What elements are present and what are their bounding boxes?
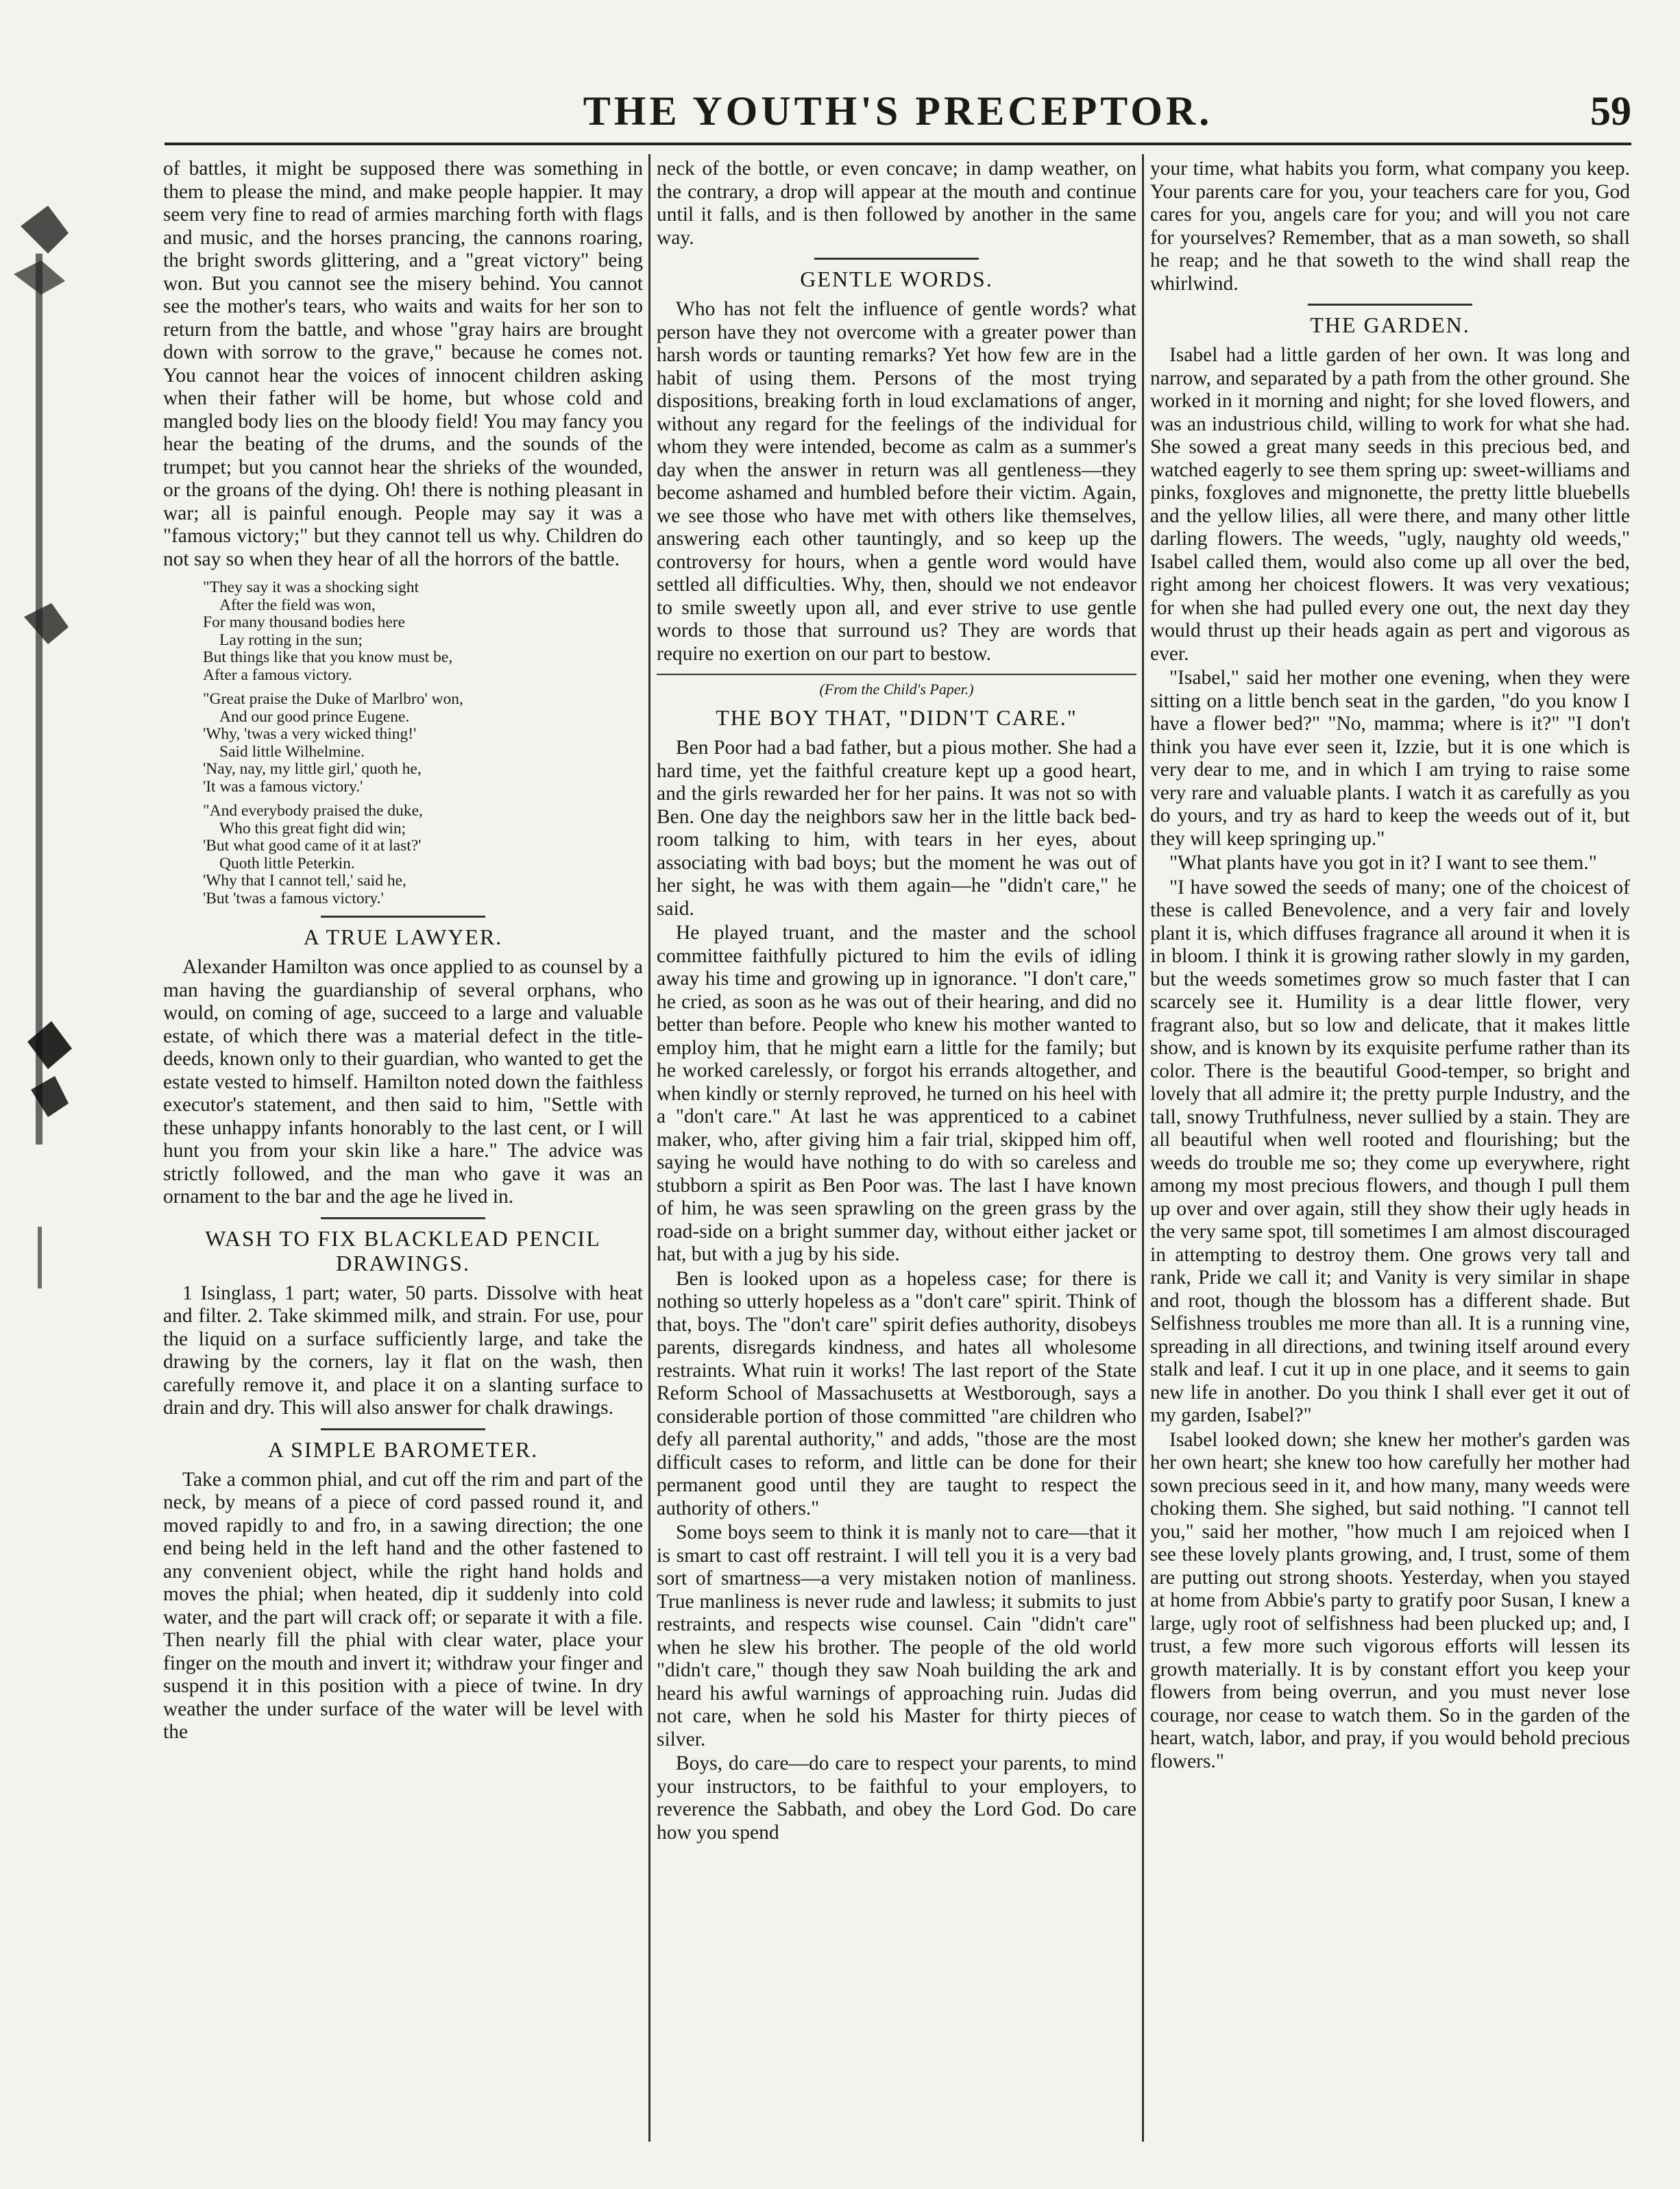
article-title-gentle-words: GENTLE WORDS. bbox=[800, 267, 993, 291]
running-title: THE YOUTH'S PRECEPTOR. bbox=[583, 88, 1213, 134]
section-divider bbox=[1308, 304, 1472, 306]
poem-line: And our good prince Eugene. bbox=[219, 707, 410, 726]
poem-line: After the field was won, bbox=[219, 596, 376, 614]
article-paragraph: He played truant, and the master and the school committee faithfully pictured to him the evils of idling away his time and growing up in ignorance. "I don't care," he cried, as soon as he was out of their hearing, and did no better than before. People who knew his mother wanted to employ him, that he might earn a little for the family; but he worked carelessly, or forgot his errands altogether, and when kindly or sternly reproved, he turned on his heel with a "don't care." At last he was apprenticed to a cabinet maker, who, after giving him a fair trial, skipped him off, saying he would have nothing to do with so careless and stubborn a spirit as Ben Poor was. The last I have known of him, he was seen sprawling on the green grass by the road-side on a bright summer day, without either jacket or hat, but with a jug by his side. bbox=[657, 922, 1136, 1265]
poem-line: "They say it was a shocking sight bbox=[203, 578, 419, 596]
poem-excerpt bbox=[203, 579, 643, 907]
poem-line: But things like that you know must be, bbox=[203, 648, 453, 666]
poem-line: Lay rotting in the sun; bbox=[219, 631, 363, 649]
article-paragraph: Isabel had a little garden of her own. It was long and narrow, and separated by a path from the other ground. She worked in it morning and night; for she loved flowers, and was an industrious child, willing to work for what she had. She sowed a great many seeds in this precious bed, and watched eagerly to see them spring up: sweet-williams and pinks, foxgloves and mignonette, the pretty little bluebells and the yellow lilies, all were there, and many other little darling flowers. The weeds, "ugly, naughty old weeds," Isabel called them, would also come up all over the bed, right among her choicest flowers. It was very vexatious; for when she had pulled every one out, the next day they would thrust up their heads again as pert and vigorous as ever. bbox=[1150, 344, 1630, 665]
article-title-didnt-care: THE BOY THAT, "DIDN'T CARE." bbox=[716, 705, 1078, 730]
poem-line: After a famous victory. bbox=[203, 665, 352, 684]
article-paragraph: Boys, do care—do care to respect your parents, to mind your instructors, to be faithful to your employers, to reverence the Sabbath, and obey the Lord God. Do care how you spend bbox=[657, 1752, 1136, 1844]
article-text-wash: 1 Isinglass, 1 part; water, 50 parts. Dissolve with heat and filter. 2. Take skimmed milk, and strain. For use, pour the liquid on a surface sufficiently large, and take the drawing by the corners, lay it flat on the wash, then carefully remove it, and place it on a slanting surface to drain and dry. This will also answer for chalk drawings. bbox=[163, 1282, 643, 1419]
page-number: 59 bbox=[1590, 88, 1631, 134]
article-text-barometer-continued: neck of the bottle, or even concave; in damp weather, on the contrary, a drop will appear at the mouth and continue until it falls, and is then followed by another in the same way. bbox=[657, 158, 1136, 249]
poem-line: 'Why that I cannot tell,' said he, bbox=[203, 872, 406, 890]
column-3 bbox=[1150, 158, 1630, 2145]
article-text-gentle-words: Who has not felt the influence of gentle words? what person have they not overcome with a greater power than harsh words or taunting remarks? Yet how few are in the habit of using them. Persons of the most trying dispositions, breaking forth in loud exclamations of anger, without any regard for the feelings of the individual for whom they were intended, become as calm as a summer's day when the answer in return was all gentleness—they become ashamed and humbled before their victim. Again, we see those who have met with others like themselves, answering each other tauntingly, and so keep up the controversy for hours, when a gentle word would have settled all difficulties. Why, then, should we not endeavor to smile sweetly upon all, and ever strive to use gentle words to those that surround us? They are words that require no exertion on our part to bestow. bbox=[657, 298, 1136, 665]
column-rule bbox=[648, 154, 650, 2142]
section-divider bbox=[321, 1428, 485, 1430]
article-paragraph: "Isabel," said her mother one evening, when they were sitting on a little bench seat in the garden, "do you know I have a flower bed?" "No, mamma; where is it?" "I don't think you have ever seen it, Izzie, but it is one which is very dear to me, and in which I am trying to raise some very rare and valuable plants. I watch it as carefully as you do yours, and try as hard to keep the weeds out of it, but they will keep springing up." bbox=[1150, 667, 1630, 850]
poem-line: For many thousand bodies here bbox=[203, 613, 406, 631]
page-header bbox=[165, 88, 1631, 145]
section-divider bbox=[321, 916, 485, 918]
column-1 bbox=[163, 158, 643, 2145]
poem-line: "And everybody praised the duke, bbox=[203, 802, 423, 820]
section-divider bbox=[657, 674, 1136, 675]
article-paragraph: Ben Poor had a bad father, but a pious mother. She had a hard time, yet the faithful creature kept up a good heart, and the girls rewarded her for her pains. It was not so with Ben. One day the neighbors saw her in the little back bed-room talking to him, with tears in her eyes, about associating with bad boys; but the moment he was out of her sight, he was with them again—he "didn't care," he said. bbox=[657, 737, 1136, 920]
poem-line: 'Why, 'twas a very wicked thing!' bbox=[203, 725, 417, 743]
article-paragraph: Some boys seem to think it is manly not to care—that it is smart to cast off restraint. I will tell you it is a very bad sort of smartness—a very mistaken notion of manliness. True manliness is never rude and lawless; it submits to just restraints, and respects wise counsel. Cain "didn't care" when he slew his brother. The people of the old world "didn't care," though they saw Noah building the ark and heard his awful warnings of approaching ruin. Judas did not care, when he sold his Master for thirty pieces of silver. bbox=[657, 1521, 1136, 1750]
article-text-barometer: Take a common phial, and cut off the rim and part of the neck, by means of a piece of cord passed round it, and moved rapidly to and fro, in a sawing direction; the one end being held in the left hand and the other fastened to any convenient object, while the right hand holds and moves the phial; when heated, dip it suddenly into cold water, and the part will crack off; or separate it with a file. Then nearly fill the phial with clear water, place your finger on the mouth and invert it; withdraw your finger and suspend it in this position with a piece of twine. In dry weather the under surface of the water will be level with the bbox=[163, 1468, 643, 1743]
article-source: (From the Child's Paper.) bbox=[819, 681, 974, 698]
column-rule bbox=[1142, 154, 1144, 2142]
poem-line: Who this great fight did win; bbox=[219, 819, 406, 837]
article-title-wash: WASH TO FIX BLACKLEAD PENCIL DRAWINGS. bbox=[205, 1225, 601, 1275]
war-article-text: of battles, it might be supposed there was something in them to please the mind, and make people happier. It may seem very fine to read of armies marching forth with flags and music, and the horses prancing, the cannons roaring, the bright swords glittering, and a "great victory" being won. But you cannot see the misery behind. You cannot see the mother's tears, who waits and waits for her son to return from the battle, and whose "gray hairs are brought down with sorrow to the grave," because he comes not. You cannot hear the voices of innocent children asking when their father will be home, but whose cold and mangled body lies on the bloody field! You may fancy you hear the beating of the drums, and the sounds of the trumpet; but you cannot hear the shrieks of the wounded, or the groans of the dying. Oh! there is nothing pleasant in war; all is painful enough. People may say it was a "famous victory;" but they cannot tell us why. Children do not say so when they hear of all the horrors of the battle. bbox=[163, 158, 643, 570]
poem-line: 'But 'twas a famous victory.' bbox=[203, 889, 384, 907]
poem-line: Said little Wilhelmine. bbox=[219, 742, 365, 761]
article-text-didnt-care-continued: your time, what habits you form, what company you keep. Your parents care for you, your teachers care for you, God cares for you, angels care for you; and will you not care for yourselves? Remember, that as a man soweth, so shall he reap; and he that soweth to the wind shall reap the whirlwind. bbox=[1150, 158, 1630, 295]
poem-line: 'Nay, nay, my little girl,' quoth he, bbox=[203, 760, 422, 778]
section-divider bbox=[814, 258, 979, 260]
column-2 bbox=[657, 158, 1136, 2145]
poem-line: "Great praise the Duke of Marlbro' won, bbox=[203, 690, 463, 708]
article-title-barometer: A SIMPLE BAROMETER. bbox=[267, 1436, 539, 1462]
article-paragraph: Isabel looked down; she knew her mother's garden was her own heart; she knew too how carefully her mother had sown precious seed in it, and how many, many weeds were choking them. She sighed, but said nothing. "I cannot tell you," said her mother, "how much I am rejoiced when I see these lovely plants growing, and, I trust, some of them are putting out strong shoots. Yesterday, when you stayed at home from Abbie's party to gratify poor Susan, I knew a large, ugly root of selfishness had been plucked up; and, I trust, a few more such vigorous efforts will lessen its growth materially. It is by constant effort you keep your flowers from being overrun, and you must never lose courage, nor cease to watch them. So in the garden of the heart, watch, labor, and pray, if you would behold precious flowers." bbox=[1150, 1428, 1630, 1772]
article-title-true-lawyer: A TRUE LAWYER. bbox=[303, 925, 503, 949]
article-paragraph: "I have sowed the seeds of many; one of the choicest of these is called Benevolence, and a very fair and lovely plant it is, which diffuses fragrance all around it when it is in bloom. I think it is growing rather slowly in my garden, but the weeds sometimes grow so much faster that I can scarcely see it. Humility is a dear little flower, very fragrant also, but so low and delicate, that it makes little show, and is known by its exquisite perfume rather than its color. There is the beautiful Good-temper, so bright and lovely that all admire it; the pretty purple Industry, and the tall, snowy Truthfulness, never sullied by a stain. They are all beautiful when well rooted and flourishing; but the weeds do trouble me so; they come up everywhere, right among my most precious flowers, and though I pull them up over and over again, still they show their ugly heads in the very same spot, till sometimes I am almost discouraged in attempting to destroy them. One grows very tall and rank, Pride we call it; and Vanity is very similar in shape and root, though the blossom has a different shade. But Selfishness troubles me more than all. It is a running vine, spreading in all directions, and twining itself around every stalk and leaf. I cut it up in one place, and it seems to gain new life in another. Do you think I shall ever get it out of my garden, Isabel?" bbox=[1150, 876, 1630, 1426]
section-divider bbox=[321, 1217, 485, 1219]
article-paragraph: Ben is looked upon as a hopeless case; for there is nothing so utterly hopeless as a "don't care" spirit. Think of that, boys. The "don't care" spirit defies authority, disobeys parents, disregards kindness, and hates all wholesome restraints. What ruin it works! The last report of the State Reform School of Massachusetts at Westborough, says a considerable portion of those committed "are children who defy all parental authority," and adds, "those are the most difficult cases to reform, and little can be done for their permanent good until they are taught to respect the authority of others." bbox=[657, 1267, 1136, 1519]
poem-line: 'But what good came of it at last?' bbox=[203, 837, 422, 855]
poem-line: Quoth little Peterkin. bbox=[219, 854, 355, 872]
article-text-true-lawyer: Alexander Hamilton was once applied to as counsel by a man having the guardianship of several orphans, who would, on coming of age, succeed to a large and valuable estate, of which there was a material defect in the title-deeds, known only to their guardian, who wanted to get the estate vested to himself. Hamilton noted down the faithless executor's statement, and then said to him, "Settle with these unhappy infants honorably to the last cent, or I will hunt you from your skin like a hare." The advice was strictly followed, and the man who gave it was an ornament to the bar and the age he lived in. bbox=[163, 956, 643, 1208]
margin-ink-smudges bbox=[0, 0, 144, 2189]
article-paragraph: "What plants have you got in it? I want to see them." bbox=[1169, 852, 1597, 874]
article-title-garden: THE GARDEN. bbox=[1310, 313, 1470, 337]
poem-line: 'It was a famous victory.' bbox=[203, 777, 363, 796]
